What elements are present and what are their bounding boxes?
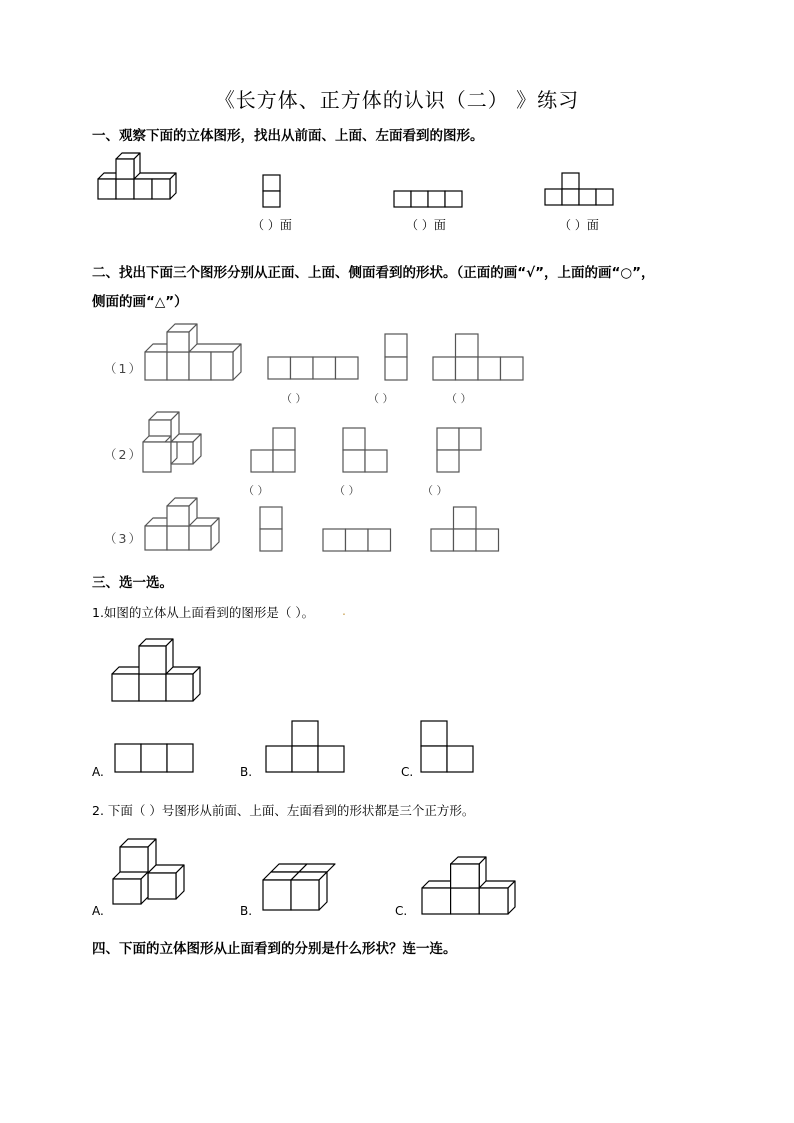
- section-1-shape-tee: [544, 172, 614, 208]
- question-1-option-b-shape[interactable]: [265, 720, 349, 776]
- section-1-shape-row: [393, 190, 463, 210]
- question-2-option-b-label[interactable]: B.: [240, 904, 253, 918]
- section-2-heading-line-2: 侧面的画“△”）: [92, 294, 188, 310]
- row-1-shape-row: [267, 356, 362, 382]
- question-2-option-c-label[interactable]: C.: [395, 904, 408, 918]
- question-1-solid-figure: [110, 636, 210, 702]
- row-2-blank-3[interactable]: （ ）: [422, 484, 448, 497]
- question-2-option-a-label[interactable]: A.: [92, 904, 104, 918]
- row-1-blank-3[interactable]: （ ）: [446, 392, 472, 405]
- page-title: 《长方体、正方体的认识（二） 》练习: [214, 88, 580, 112]
- section-3-heading: 三、选一选。: [92, 575, 173, 591]
- row-1-solid-figure: [143, 328, 248, 383]
- section-1-blank-3[interactable]: （ ）面: [559, 218, 599, 232]
- section-1-blank-2[interactable]: （ ）面: [406, 218, 446, 232]
- row-2-shape-l-left: [250, 427, 300, 475]
- section-1-shape-vertical: [262, 174, 282, 210]
- section-1-blank-1[interactable]: （ ）面: [252, 218, 292, 232]
- row-1-blank-1[interactable]: （ ）: [281, 392, 307, 405]
- row-2-label: （2）: [104, 447, 143, 462]
- row-3-shape-tee: [430, 506, 502, 554]
- question-1-option-c-shape[interactable]: [420, 720, 478, 776]
- question-1-option-c-label[interactable]: C.: [401, 765, 414, 779]
- row-2-blank-1[interactable]: （ ）: [243, 484, 269, 497]
- row-1-blank-2[interactable]: （ ）: [368, 392, 394, 405]
- row-3-solid-figure: [143, 498, 223, 553]
- row-3-label: （3）: [104, 531, 143, 546]
- question-2-option-b-figure[interactable]: [261, 862, 341, 918]
- question-1-option-a-shape[interactable]: [114, 743, 198, 775]
- row-2-blank-2[interactable]: （ ）: [334, 484, 360, 497]
- row-3-shape-row: [322, 528, 394, 554]
- section-4-heading: 四、下面的立体图形从止面看到的分别是什么形状？连一连。: [92, 941, 457, 957]
- question-2-option-a-figure[interactable]: [110, 837, 190, 917]
- question-1-option-a-label[interactable]: A.: [92, 765, 104, 779]
- section-1-solid-figure: [96, 155, 186, 205]
- question-1-answer-mark: .: [342, 603, 346, 618]
- question-1-option-b-label[interactable]: B.: [240, 765, 253, 779]
- row-1-shape-vertical: [384, 333, 410, 383]
- section-2-heading-line-1: 二、找出下面三个图形分别从正面、上面、侧面看到的形状。（正面的画“√”，上面的画“○”，: [92, 265, 655, 281]
- row-2-shape-l-right: [342, 427, 392, 475]
- row-2-solid-figure: [141, 412, 206, 474]
- section-1-heading: 一、观察下面的立体图形，找出从前面、上面、左面看到的图形。: [92, 128, 484, 144]
- question-2-option-c-figure[interactable]: [420, 856, 520, 918]
- row-1-shape-tee: [432, 333, 527, 383]
- question-1: 1.如图的立体从上面看到的图形是（ ）。: [92, 605, 315, 620]
- row-2-shape-l-top: [436, 427, 486, 475]
- row-3-shape-vertical: [259, 506, 285, 554]
- row-1-label: （1）: [104, 361, 143, 376]
- question-2: 2. 下面（ ）号图形从前面、上面、左面看到的形状都是三个正方形。: [92, 803, 475, 818]
